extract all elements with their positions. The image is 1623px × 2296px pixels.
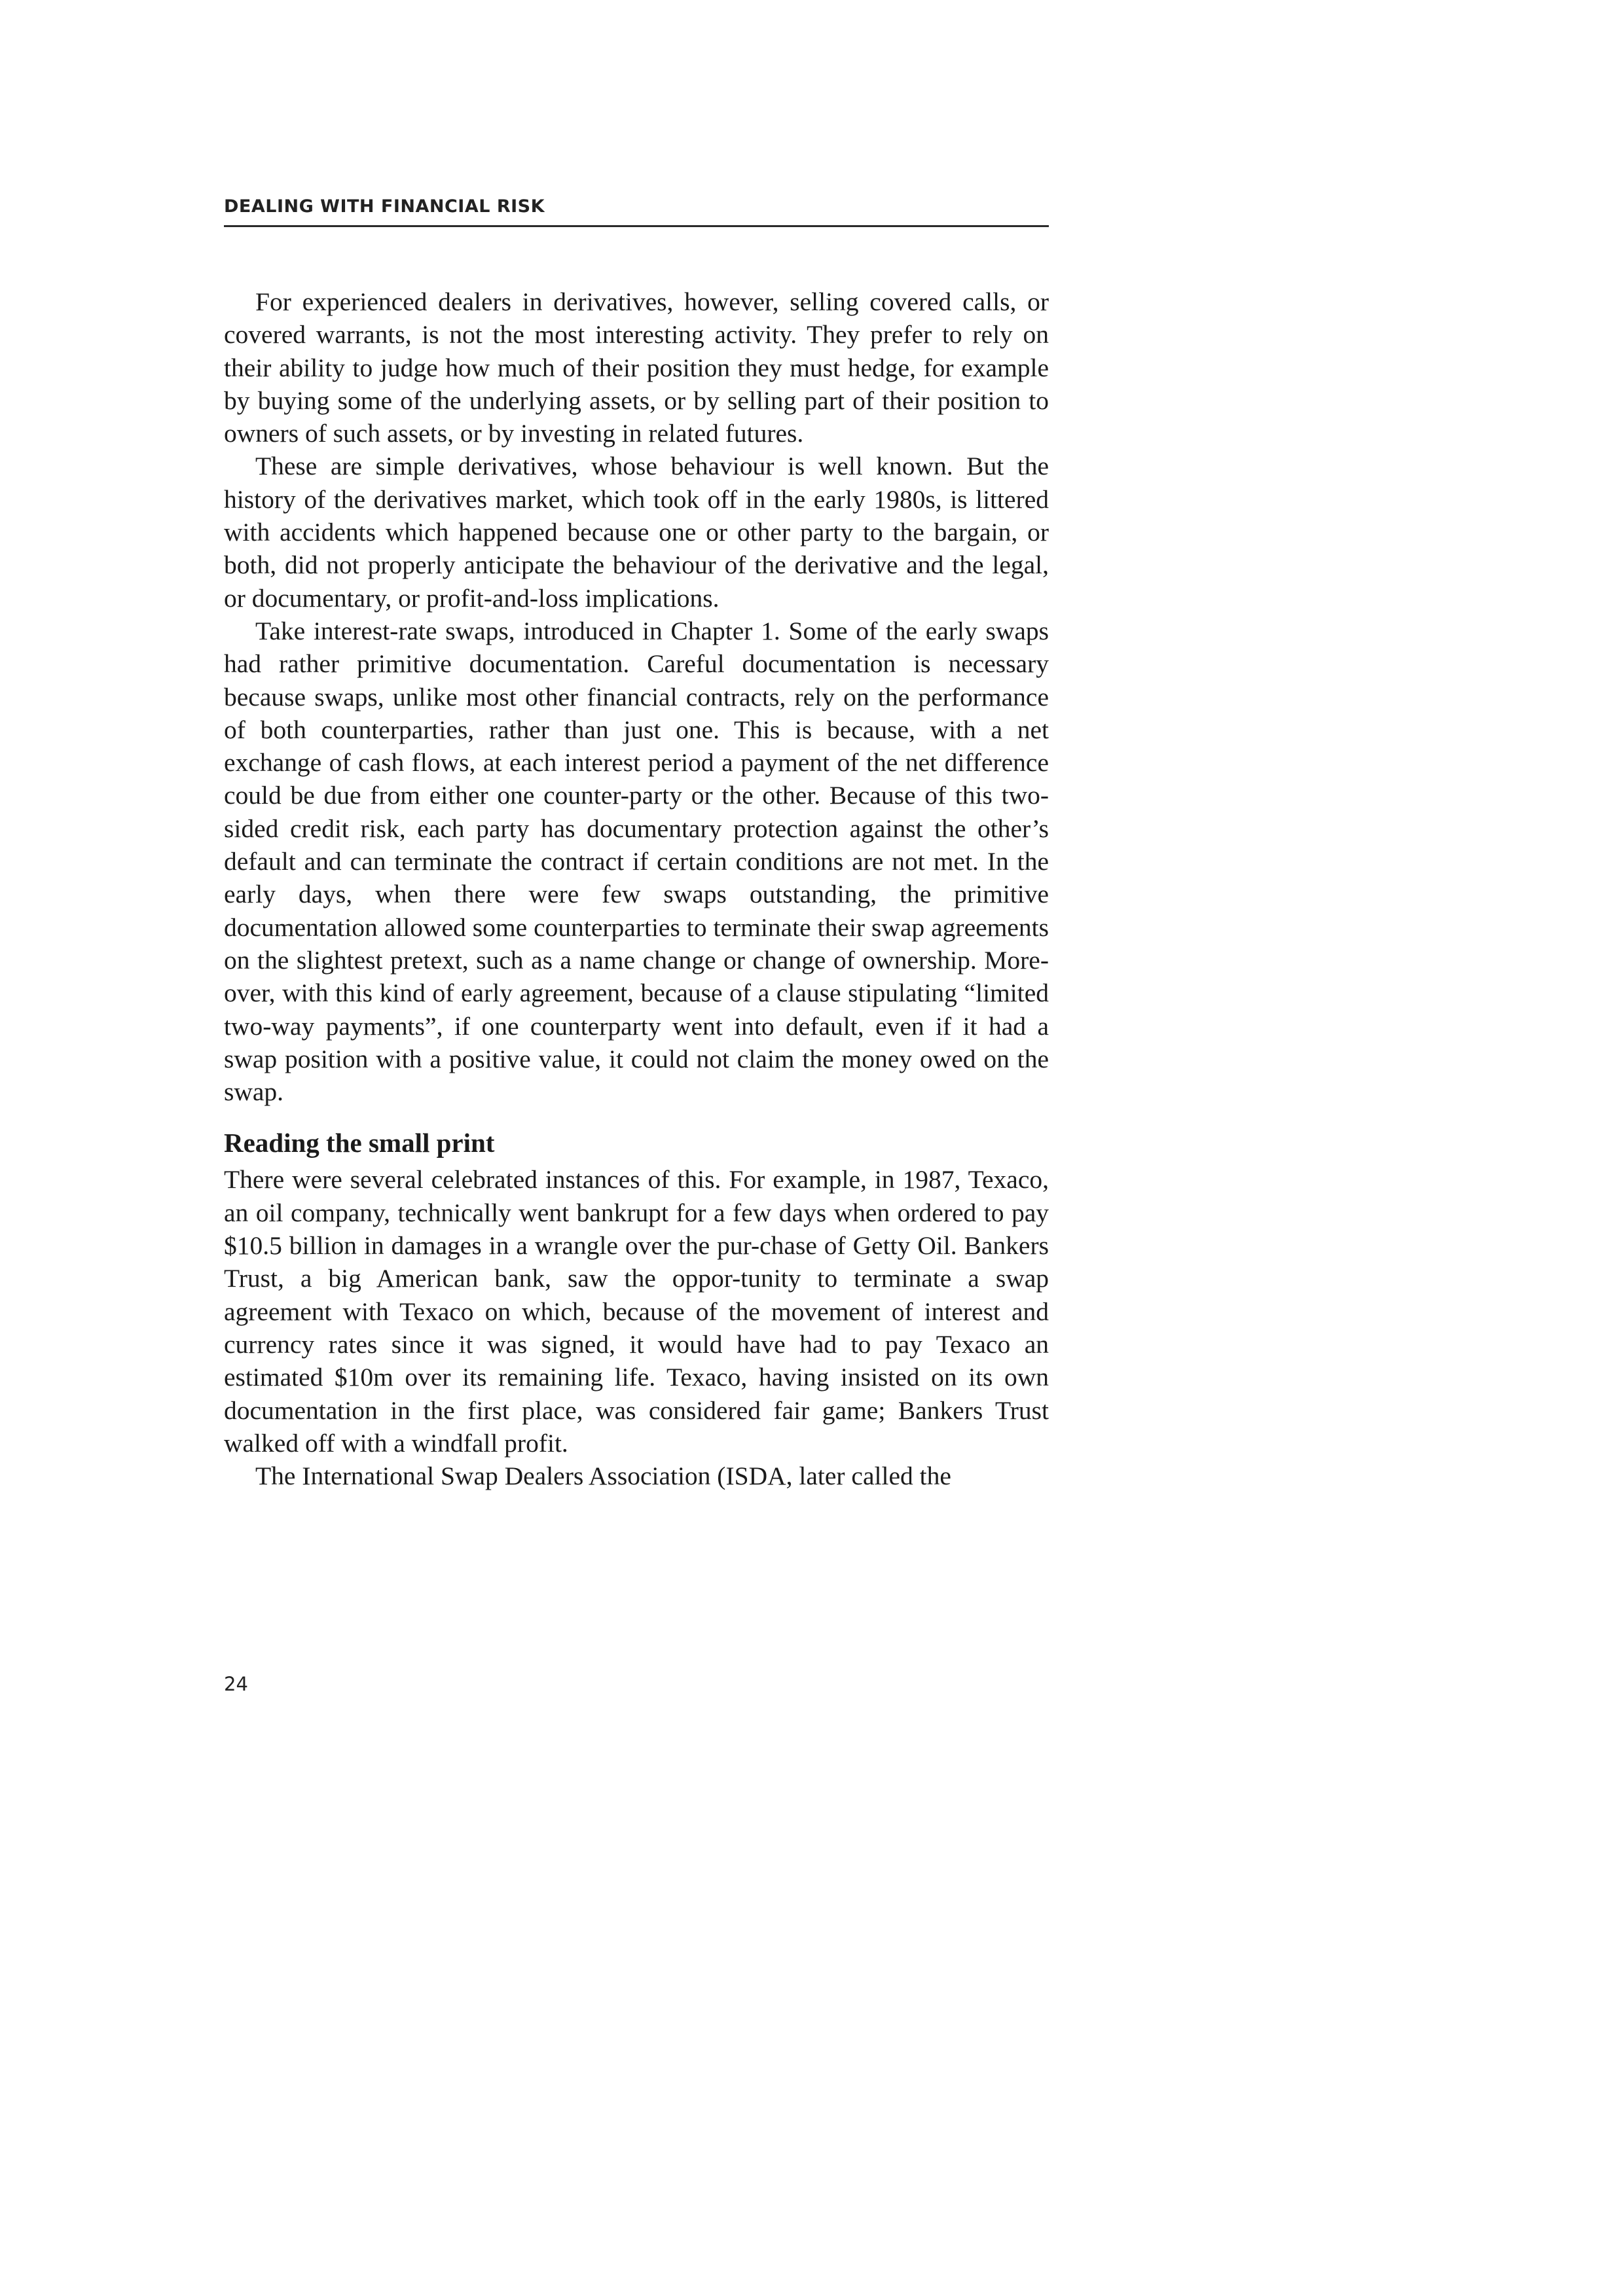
page-number: 24 (224, 1673, 248, 1695)
section-heading: Reading the small print (224, 1128, 495, 1158)
paragraph: For experienced dealers in derivatives, however, selling covered calls, or covered warrants, is not the most interesting activity. They prefer to rely on their ability to judge how much of their position they must hedge, for example by buying some of the underlying assets, or by selling part of their position to owners of such assets, or by investing in related futures. (224, 287, 1049, 448)
paragraph: Take interest-rate swaps, introduced in Chapter 1. Some of the early swaps had rather primitive documentation. Careful documentation is necessary because swaps, unlike most other financial contracts, rely on the performance of both counterparties, rather than just one. This is because, with a net exchange of cash flows, at each interest period a payment of the net difference could be due from either one counter-party or the other. Because of this two-sided credit risk, each party has documentary protection against the other’s default and can terminate the contract if certain conditions are not met. In the early days, when there were few swaps outstanding, the primitive documentation allowed some counterparties to terminate their swap agreements on the slightest pretext, such as a name change or change of ownership. More-over, with this kind of early agreement, because of a clause stipulating “limited two-way payments”, if one counterparty went into default, even if it had a swap position with a positive value, it could not claim the money owed on the swap. (224, 616, 1049, 1107)
book-page (224, 190, 1049, 1695)
running-head: DEALING WITH FINANCIAL RISK (224, 196, 545, 217)
paragraph: There were several celebrated instances of this. For example, in 1987, Texaco, an oil company, technically went bankrupt for a few days when ordered to pay $10.5 billion in damages in a wrangle over the pur-chase of Getty Oil. Bankers Trust, a big American bank, saw the oppor-tunity to terminate a swap agreement with Texaco on which, because of the movement of interest and currency rates since it was signed, it would have had to pay Texaco an estimated $10m over its remaining life. Texaco, having insisted on its own documentation in the first place, was considered fair game; Bankers Trust walked off with a windfall profit. (224, 1165, 1049, 1458)
body-text (224, 285, 1049, 1492)
header-rule (224, 225, 1049, 227)
paragraph: These are simple derivatives, whose behaviour is well known. But the history of the derivatives market, which took off in the early 1980s, is littered with accidents which happened because one or other party to the bargain, or both, did not properly anticipate the behaviour of the derivative and the legal, or documentary, or profit-and-loss implications. (224, 452, 1049, 613)
paragraph: The International Swap Dealers Association (ISDA, later called the (255, 1462, 951, 1491)
